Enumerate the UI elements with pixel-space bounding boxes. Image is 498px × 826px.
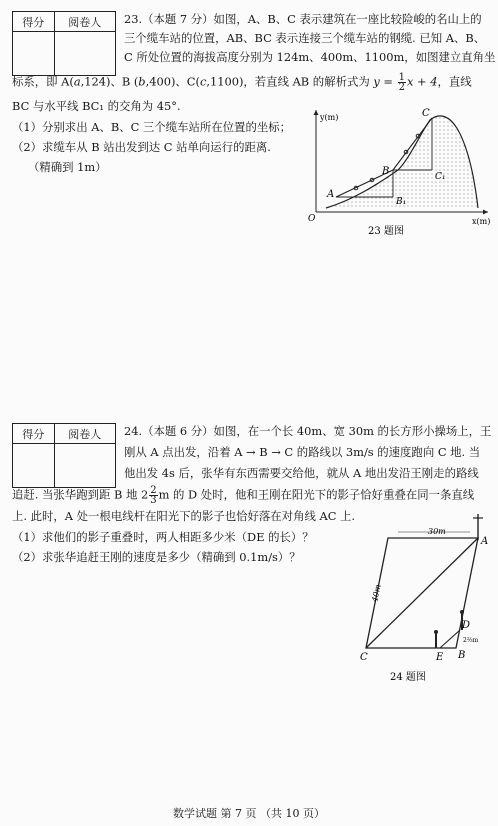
grader-cell xyxy=(54,32,115,76)
grader-cell xyxy=(54,444,115,488)
q23-line-5: BC 与水平线 BC₁ 的交角为 45°. xyxy=(12,99,181,113)
page-footer: 数学试题 第 7 页 （共 10 页） xyxy=(173,807,325,820)
x-axis-label: x(m) xyxy=(472,217,491,226)
bd-label: 2⅔m xyxy=(463,637,479,644)
point-a-label: A xyxy=(327,189,335,200)
score-cell xyxy=(13,32,55,76)
q23-sub-2b: （精确到 1m） xyxy=(28,160,107,174)
q23-score-box xyxy=(12,11,116,76)
point-c-label: C xyxy=(422,108,430,119)
q24-line-4: 追赶. 当张华跑到距 B 地 2 $\frac{2}{3}$ m 的 D 处时，他和王刚在阳光下的影子恰好重叠在同一条直线 xyxy=(12,485,475,506)
point-c1-label: C₁ xyxy=(435,172,446,182)
score-header: 得分 xyxy=(13,424,55,444)
score-cell xyxy=(13,444,55,488)
point-b1-label: B₁ xyxy=(396,197,407,207)
q23-sub-2: （2）求缆车从 B 站出发到达 C 站单向运行的距离. xyxy=(12,140,271,154)
q24-sub-2: （2）求张华追赶王刚的速度是多少（精确到 0.1m/s）？ xyxy=(12,550,301,564)
length-label: 40m xyxy=(370,583,383,603)
point-c-label: C xyxy=(360,652,368,663)
q23-line-4: 标系，即 A(a,124)、B (b,400)、C(c,1100)，若直线 AB 的解析式为 y = $\frac{1}{2}$ x + 4，直线 xyxy=(12,72,472,93)
q23-line-3: C 所处位置的海拔高度分别为 124m、400m、1100m，如图建立直角坐 xyxy=(124,50,496,64)
point-b-label: B xyxy=(382,166,390,177)
grader-header: 阅卷人 xyxy=(54,424,115,444)
eq-fraction: $\frac{1}{2}$ xyxy=(398,72,405,93)
q23-figure xyxy=(298,104,494,240)
q24-line-5: 上. 此时，A 处一根电线杆在阳光下的影子也恰好落在对角线 AC 上. xyxy=(12,509,356,523)
q24-line-2: 刚从 A 点出发，沿着 A → B → C 的路线以 3m/s 的速度跑向 C 地. 当 xyxy=(124,445,481,459)
point-e-label: E xyxy=(436,652,444,663)
diagonal-ac xyxy=(366,538,478,648)
grader-header: 阅卷人 xyxy=(54,12,115,32)
q24-caption: 24 题图 xyxy=(390,672,426,683)
q24-score-box xyxy=(12,423,116,488)
q23-line-2: 三个缆车站的位置，AB、BC 表示连接三个缆车站的钢缆. 已知 A、B、 xyxy=(124,31,486,45)
q24-figure xyxy=(350,510,496,686)
q23-line-1: 23.（本题 7 分）如图，A、B、C 表示建筑在一座比较险峻的名山上的 xyxy=(124,12,482,26)
width-label: 30m xyxy=(428,527,446,536)
q23-sub-1: （1）分别求出 A、B、C 三个缆车站所在位置的坐标； xyxy=(12,120,292,134)
q23-caption: 23 题图 xyxy=(368,226,404,237)
origin-label: O xyxy=(308,214,316,224)
q24-line-3: 他出发 4s 后，张华有东西需要交给他，就从 A 地出发沿王刚走的路线 xyxy=(124,466,479,480)
point-a-label: A xyxy=(481,536,489,547)
point-d-label: D xyxy=(462,620,471,631)
q24-sub-1: （1）求他们的影子重叠时，两人相距多少米（DE 的长）？ xyxy=(12,530,314,544)
y-axis-label: y(m) xyxy=(320,113,339,122)
mixed-fraction: $\frac{2}{3}$ xyxy=(150,485,157,506)
q24-line-1: 24.（本题 6 分）如图，在一个长 40m、宽 30m 的长方形小操场上，王 xyxy=(124,424,492,438)
score-header: 得分 xyxy=(13,12,55,32)
point-b-label: B xyxy=(458,650,466,661)
